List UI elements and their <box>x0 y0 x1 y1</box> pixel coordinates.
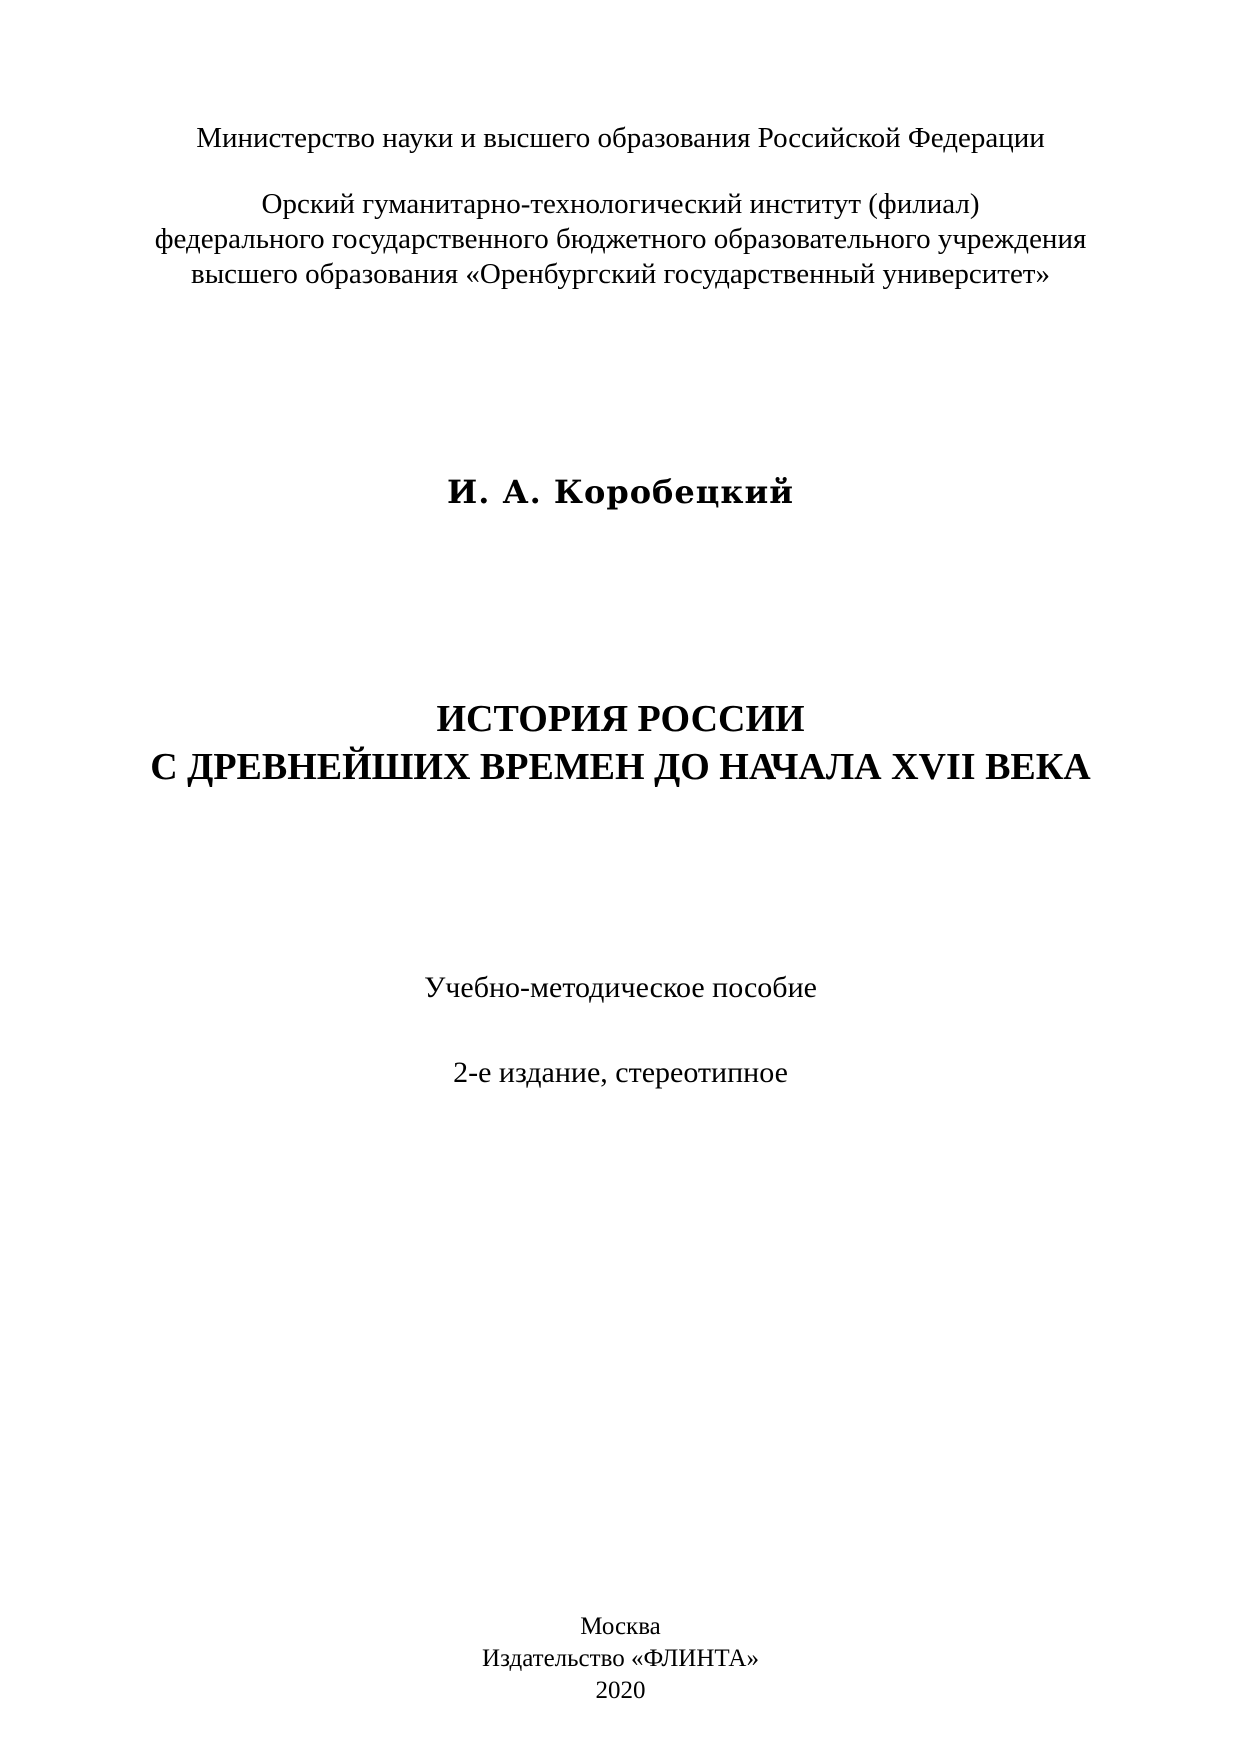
publication-type: Учебно-методическое пособие <box>424 971 817 1004</box>
book-title-line-1: ИСТОРИЯ РОССИИ <box>436 698 805 740</box>
book-title-line-2: С ДРЕВНЕЙШИХ ВРЕМЕН ДО НАЧАЛА XVII ВЕКА <box>150 746 1091 788</box>
imprint-publisher: Издательство «ФЛИНТА» <box>482 1645 759 1672</box>
imprint-year: 2020 <box>595 1677 646 1704</box>
ministry-line: Министерство науки и высшего образования Российской Федерации <box>196 122 1045 154</box>
imprint-city: Москва <box>580 1613 661 1640</box>
institution-line-3: высшего образования «Оренбургский государственный университет» <box>191 258 1050 290</box>
institution-line-2: федерального государственного бюджетного образовательного учреждения <box>154 223 1087 255</box>
author-name: И. А. Коробецкий <box>447 473 794 511</box>
edition-note: 2-е издание, стереотипное <box>453 1056 788 1089</box>
institution-line-1: Орский гуманитарно-технологический институт (филиал) <box>261 188 980 220</box>
